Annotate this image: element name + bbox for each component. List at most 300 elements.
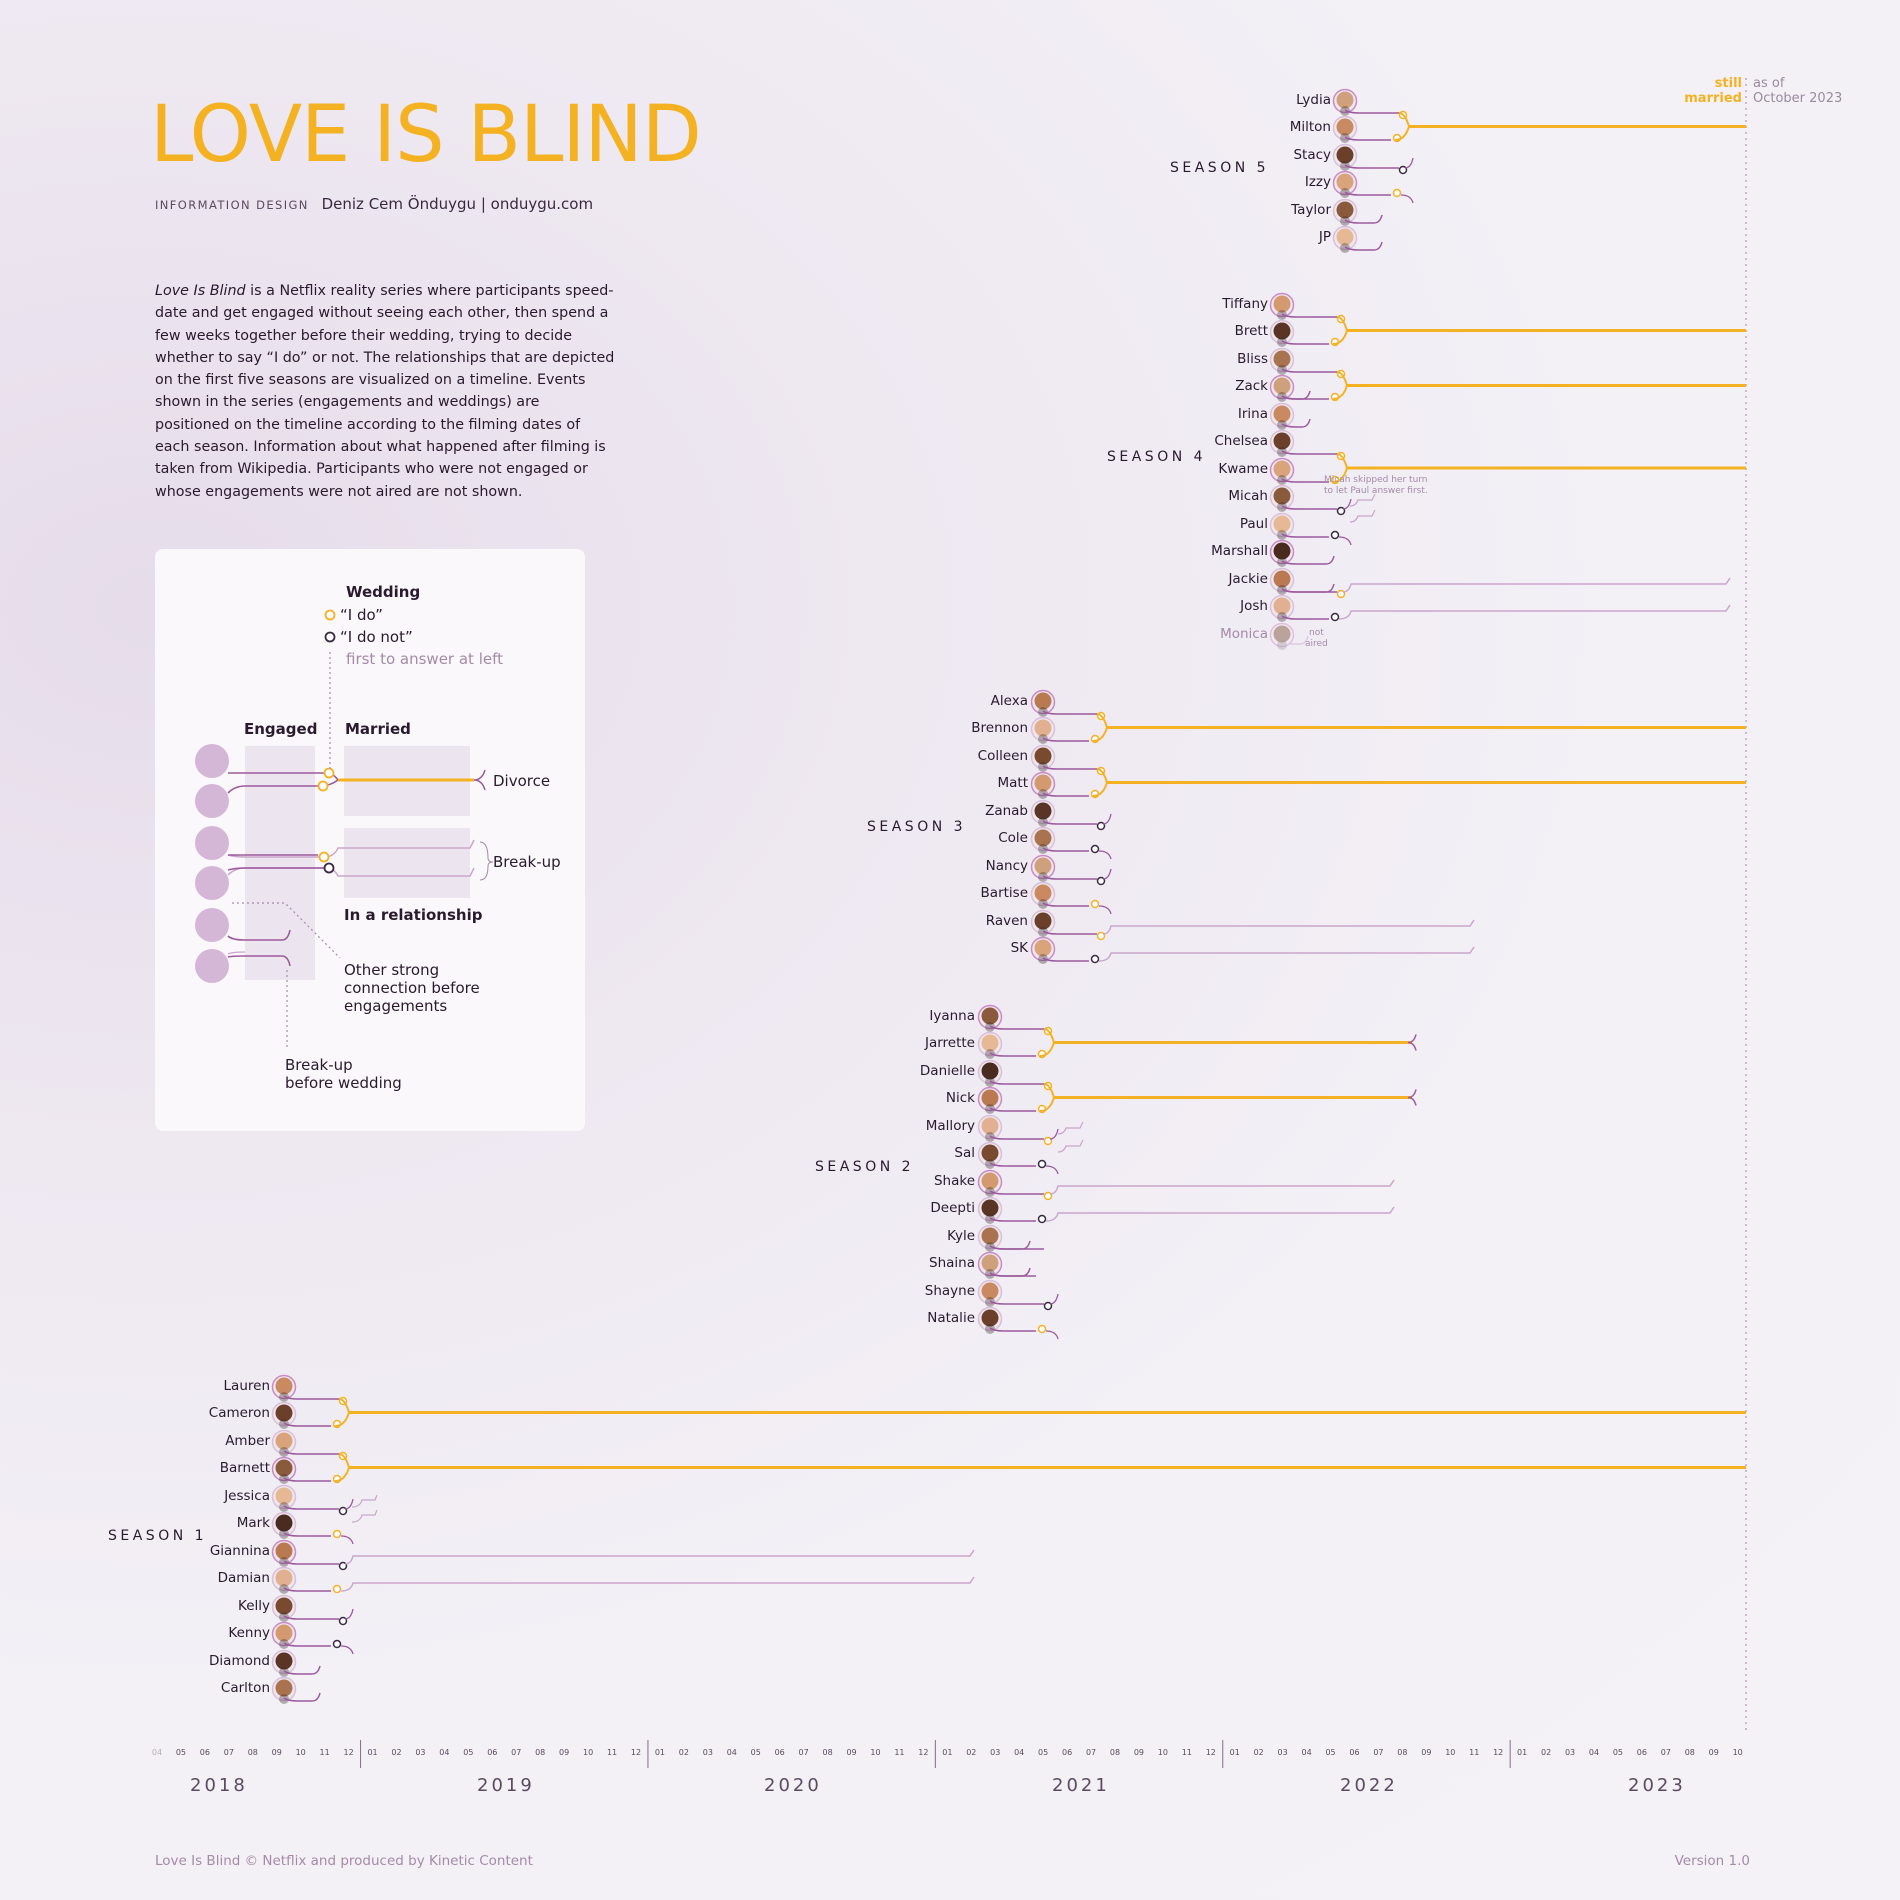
- participant-name: Damian: [217, 1570, 270, 1586]
- relationship-line: [1050, 1180, 1394, 1194]
- wedding-answer-dot: [1092, 901, 1099, 908]
- engaged-strand: [284, 1396, 339, 1399]
- legend-in-relationship-label: In a relationship: [344, 906, 483, 924]
- relationship-line: [1099, 947, 1474, 961]
- breakup-tail: [1339, 537, 1351, 545]
- avatar-face: [982, 1145, 999, 1162]
- participant-avatar: [1271, 624, 1294, 651]
- credits-kicker: INFORMATION DESIGN: [155, 198, 309, 212]
- season-label: SEASON 2: [815, 1159, 915, 1175]
- legend-avatar-placeholder: [195, 826, 229, 860]
- avatar-face: [982, 1200, 999, 1217]
- participant-name: Nancy: [985, 858, 1028, 874]
- participant-name: Deepti: [930, 1200, 975, 1216]
- breakup-tail: [341, 1536, 353, 1544]
- participant-name: Lauren: [223, 1378, 270, 1394]
- axis-year-label: 2023: [1628, 1775, 1686, 1796]
- axis-month-label: 04: [439, 1748, 450, 1757]
- legend-other-connection-line: connection before: [344, 979, 480, 997]
- relationship-line: [1046, 1207, 1394, 1221]
- legend-i-do-not-label: “I do not”: [340, 628, 413, 646]
- participant-name: JP: [1318, 229, 1331, 245]
- participant-name: Cameron: [208, 1405, 270, 1421]
- breakup-tail: [1343, 499, 1351, 509]
- breakup-tail: [1099, 906, 1111, 914]
- legend-avatar-placeholder: [195, 949, 229, 983]
- breakup-tail: [345, 1609, 353, 1619]
- breakup-tail: [1050, 1294, 1058, 1304]
- relationship-line: [1103, 920, 1474, 934]
- axis-month-label: 01: [367, 1748, 378, 1757]
- axis-month-label: 03: [415, 1748, 426, 1757]
- breakup-tail: [345, 1499, 353, 1509]
- legend-avatar-placeholder: [195, 866, 229, 900]
- engaged-strand: [1282, 451, 1337, 454]
- axis-year-label: 2021: [1052, 1775, 1110, 1796]
- breakup-stub: [1350, 494, 1375, 522]
- axis-month-label: 04: [1014, 1748, 1025, 1757]
- legend-divorce-split: [474, 770, 485, 790]
- axis-month-label: 05: [175, 1748, 187, 1757]
- axis-month-label: 06: [1636, 1748, 1647, 1757]
- axis-month-label: 09: [559, 1748, 570, 1757]
- axis-month-label: 12: [1493, 1748, 1504, 1757]
- legend-other-connection-line: engagements: [344, 997, 448, 1015]
- axis-month-label: 01: [654, 1748, 666, 1757]
- participant-name: Nick: [945, 1090, 975, 1106]
- axis-year-label: 2020: [764, 1775, 822, 1796]
- axis-month-label: 09: [1421, 1748, 1432, 1757]
- legend-i-do-label: “I do”: [340, 606, 383, 624]
- legend-i-do-dot: [325, 769, 334, 778]
- wedding-answer-dot: [334, 1641, 341, 1648]
- axis-month-label: 11: [1181, 1748, 1192, 1757]
- still-married-line: married: [1684, 91, 1742, 106]
- avatar-face: [982, 1255, 999, 1272]
- participant-name: Mallory: [925, 1118, 975, 1134]
- participant-name: Sal: [954, 1145, 975, 1161]
- breakup-tail: [341, 1646, 353, 1654]
- legend-breakup-bracket: [480, 842, 493, 880]
- wedding-answer-dot: [1332, 614, 1339, 621]
- avatar-face: [276, 1598, 293, 1615]
- avatar-face: [1035, 885, 1052, 902]
- participant-name: Matt: [997, 775, 1028, 791]
- avatar-face: [982, 1035, 999, 1052]
- axis-month-label: 01: [942, 1748, 953, 1757]
- breakup-stub: [352, 1495, 377, 1522]
- avatar-face: [1035, 940, 1052, 957]
- participant-name: Milton: [1289, 119, 1331, 135]
- avatar-face: [1274, 488, 1291, 505]
- axis-month-label: 03: [990, 1748, 1001, 1757]
- participant-name: Marshall: [1211, 543, 1268, 559]
- avatar-face: [1337, 119, 1354, 136]
- avatar-face: [1035, 858, 1052, 875]
- avatar-face: [1274, 323, 1291, 340]
- engaged-strand: [1043, 821, 1097, 824]
- axis-month-label: 09: [846, 1748, 857, 1757]
- axis-month-label: 04: [726, 1748, 737, 1757]
- axis-month-label: 10: [1445, 1748, 1456, 1757]
- as-of-line: as of: [1753, 76, 1785, 91]
- wedding-answer-dot: [1039, 1161, 1046, 1168]
- participant-name: Kyle: [947, 1228, 975, 1244]
- season-label: SEASON 3: [867, 819, 967, 835]
- axis-month-label: 05: [1612, 1748, 1624, 1757]
- participant-name: SK: [1010, 940, 1028, 956]
- legend-i-do-dot: [319, 782, 328, 791]
- axis-month-label: 08: [535, 1748, 546, 1757]
- engaged-strand: [1345, 110, 1399, 113]
- participant-name: Izzy: [1304, 174, 1331, 190]
- intro-text: is a Netflix reality series where participants speed-date and get engaged without seeing each other, then spend a few weeks together before their wedding, trying to decide whether to say “I do” or not. The relationships that are depicted on the first five seasons are visualized on a timeline. Events shown in the series (engagements and weddings) are positioned on the timeline according to the filming dates of each season. Information about what happened after filming is taken from Wikipedia. Participants who were not engaged or whose engagements were not aired are not shown.: [155, 283, 615, 500]
- avatar-face: [982, 1228, 999, 1245]
- avatar-face: [1274, 598, 1291, 615]
- legend-engaged-band: [245, 746, 315, 980]
- avatar-face: [276, 1543, 293, 1560]
- participant-name: Jarrette: [924, 1035, 975, 1051]
- micah-note-line: Micah skipped her turn: [1324, 475, 1428, 485]
- legend-avatar-placeholder: [195, 908, 229, 942]
- axis-month-label: 04: [1301, 1748, 1312, 1757]
- avatar-face: [982, 1310, 999, 1327]
- legend-breakup-label: Break-up: [493, 853, 561, 871]
- wedding-answer-dot: [1332, 532, 1339, 539]
- axis-month-label: 08: [247, 1748, 258, 1757]
- participant-name: Micah: [1228, 488, 1268, 504]
- season-label: SEASON 1: [108, 1528, 208, 1544]
- avatar-face: [1337, 92, 1354, 109]
- breakup-tail: [1103, 869, 1111, 879]
- relationship-line: [1343, 578, 1730, 592]
- participant-name: Cole: [998, 830, 1028, 846]
- engaged-strand: [284, 1561, 339, 1564]
- axis-month-label: 04: [1588, 1748, 1600, 1757]
- monica-note: [1305, 628, 1328, 650]
- axis-month-label: 07: [511, 1748, 522, 1757]
- axis-month-label: 03: [1564, 1748, 1576, 1757]
- axis-month-label: 12: [630, 1748, 642, 1757]
- avatar-face: [1035, 748, 1052, 765]
- participant-name: Zack: [1235, 378, 1268, 394]
- credits-site-link[interactable]: onduygu.com: [490, 195, 594, 213]
- axis-month-label: 01: [1517, 1748, 1528, 1757]
- axis-year-label: 2018: [190, 1775, 248, 1796]
- engaged-strand: [990, 1191, 1044, 1194]
- engaged-strand: [1043, 876, 1097, 879]
- participant-name: Iyanna: [929, 1008, 975, 1024]
- relationship-line: [341, 1577, 974, 1591]
- participant-name: Brett: [1234, 323, 1268, 339]
- participant-name: Kelly: [238, 1598, 270, 1614]
- page-title: LOVE IS BLIND: [150, 90, 701, 180]
- axis-month-label: 02: [678, 1748, 689, 1757]
- axis-year-label: 2019: [477, 1775, 535, 1796]
- as-of-label: [1753, 76, 1842, 106]
- participant-name: Zanab: [985, 803, 1028, 819]
- axis-month-label: 02: [966, 1748, 977, 1757]
- axis-month-label: 07: [1660, 1748, 1671, 1757]
- axis-month-label: 07: [798, 1748, 809, 1757]
- avatar-face: [276, 1378, 293, 1395]
- avatar-face: [1035, 693, 1052, 710]
- participant-name: Mark: [236, 1515, 270, 1531]
- participant-name: Natalie: [927, 1310, 975, 1326]
- avatar-face: [276, 1625, 293, 1642]
- legend-i-do-dot: [320, 853, 329, 862]
- axis-month-label: 06: [1349, 1748, 1360, 1757]
- axis-month-label: 05: [1038, 1748, 1049, 1757]
- avatar-face: [982, 1118, 999, 1135]
- wedding-answer-dot: [1092, 846, 1099, 853]
- legend-key-i-do-not-dot: [326, 633, 335, 642]
- avatar-face: [1035, 913, 1052, 930]
- legend-other-connection-curve: [228, 952, 245, 954]
- axis-month-label: 08: [1397, 1748, 1408, 1757]
- avatar-face: [1035, 775, 1052, 792]
- axis-month-label: 11: [606, 1748, 618, 1757]
- axis-month-label: 06: [487, 1748, 498, 1757]
- footer-version: Version 1.0: [1674, 1853, 1750, 1869]
- participant-name: Shaina: [929, 1255, 975, 1271]
- credits-author: Deniz Cem Önduygu: [321, 195, 477, 213]
- axis-month-label: 07: [1373, 1748, 1384, 1757]
- engaged-strand: [284, 1451, 339, 1454]
- participant-name: Colleen: [977, 748, 1028, 764]
- relationship-line: [1339, 605, 1730, 619]
- axis-month-label: 12: [918, 1748, 929, 1757]
- participant-name: Danielle: [919, 1063, 975, 1079]
- participant-name: Carlton: [220, 1680, 270, 1696]
- breakup-tail: [1405, 158, 1413, 168]
- axis-month-label: 08: [1109, 1748, 1121, 1757]
- still-married-line: still: [1714, 76, 1742, 91]
- avatar-face: [1274, 461, 1291, 478]
- avatar-face: [276, 1680, 293, 1697]
- axis-month-label: 08: [1684, 1748, 1695, 1757]
- axis-month-label: 05: [750, 1748, 761, 1757]
- avatar-face: [1274, 516, 1291, 533]
- axis-month-label: 05: [463, 1748, 474, 1757]
- participant-name: Tiffany: [1222, 296, 1268, 312]
- avatar-face: [1274, 406, 1291, 423]
- axis-month-label: 05: [1325, 1748, 1336, 1757]
- legend-wedding-label: Wedding: [346, 583, 421, 601]
- participant-name: Taylor: [1291, 202, 1331, 218]
- season-label: SEASON 4: [1107, 449, 1207, 465]
- axis-month-label: 11: [1469, 1748, 1480, 1757]
- axis-year-label: 2022: [1340, 1775, 1398, 1796]
- avatar-face: [276, 1405, 293, 1422]
- avatar-face: [1274, 296, 1291, 313]
- participant-name: Brennon: [971, 720, 1028, 736]
- still-married-label: [1640, 76, 1742, 106]
- micah-note: [1324, 475, 1428, 497]
- intro-show-name: Love Is Blind: [155, 283, 246, 299]
- legend-divorce-label: Divorce: [493, 772, 551, 790]
- participant-name: Kenny: [228, 1625, 270, 1641]
- axis-month-label: 10: [1157, 1748, 1168, 1757]
- avatar-face: [1337, 174, 1354, 191]
- footer-copyright: Love Is Blind © Netflix and produced by Kinetic Content: [155, 1853, 533, 1869]
- legend-married-label: Married: [345, 720, 411, 738]
- wedding-answer-dot: [1394, 190, 1401, 197]
- avatar-face: [1274, 378, 1291, 395]
- engaged-strand: [1282, 314, 1337, 317]
- avatar-face: [982, 1090, 999, 1107]
- axis-month-label: 06: [774, 1748, 785, 1757]
- wedding-answer-dot: [334, 1531, 341, 1538]
- avatar-face: [1274, 351, 1291, 368]
- breakup-tail: [1046, 1331, 1058, 1339]
- wedding-answer-dot: [334, 1586, 341, 1593]
- engaged-strand: [1282, 589, 1337, 592]
- axis-month-label: 11: [894, 1748, 905, 1757]
- participant-name: Alexa: [990, 693, 1028, 709]
- legend-avatar-placeholder: [195, 784, 229, 818]
- participant-name: Giannina: [209, 1543, 270, 1559]
- participant-name: Raven: [985, 913, 1028, 929]
- engaged-strand: [284, 1616, 339, 1619]
- axis-month-label: 07: [223, 1748, 234, 1757]
- avatar-face: [982, 1008, 999, 1025]
- axis-month-label: 02: [1253, 1748, 1264, 1757]
- engaged-strand: [1043, 931, 1097, 934]
- legend-key-i-do-dot: [326, 611, 335, 620]
- avatar-face: [1337, 229, 1354, 246]
- legend-relationship-band: [344, 828, 470, 898]
- engaged-strand: [990, 1136, 1044, 1139]
- as-of-line: October 2023: [1753, 91, 1843, 106]
- avatar-face: [276, 1515, 293, 1532]
- participant-name: Jackie: [1228, 571, 1268, 587]
- avatar-face: [1035, 803, 1052, 820]
- avatar-face: [276, 1433, 293, 1450]
- engaged-strand: [284, 1506, 339, 1509]
- breakup-tail: [1401, 195, 1413, 203]
- avatar-face: [982, 1173, 999, 1190]
- avatar-face: [982, 1283, 999, 1300]
- axis-month-label: 10: [295, 1748, 306, 1757]
- engaged-strand: [1043, 711, 1097, 714]
- breakup-tail: [1103, 814, 1111, 824]
- avatar-shoulders: [1277, 640, 1287, 650]
- breakup-tail: [1046, 1166, 1058, 1174]
- axis-month-label: 11: [319, 1748, 330, 1757]
- avatar-face: [1337, 147, 1354, 164]
- season-label: SEASON 5: [1170, 160, 1270, 176]
- wedding-answer-dot: [1039, 1216, 1046, 1223]
- axis-month-label: 09: [1133, 1748, 1145, 1757]
- legend-first-answer-label: first to answer at left: [346, 650, 503, 668]
- axis-month-label: 06: [199, 1748, 210, 1757]
- axis-month-label: 10: [583, 1748, 594, 1757]
- breakup-tail: [1050, 1129, 1058, 1139]
- avatar-face: [276, 1570, 293, 1587]
- axis-month-label: 02: [391, 1748, 402, 1757]
- axis-month-label: 06: [1062, 1748, 1073, 1757]
- participant-name: Irina: [1237, 406, 1268, 422]
- axis-month-label: 09: [1708, 1748, 1719, 1757]
- axis-month-label: 03: [1277, 1748, 1288, 1757]
- engaged-strand: [990, 1081, 1044, 1084]
- legend-engaged-label: Engaged: [244, 720, 318, 738]
- engaged-strand: [1282, 369, 1337, 372]
- participant-name: Shake: [933, 1173, 975, 1189]
- axis-month-label: 04: [151, 1748, 163, 1757]
- axis-month-label: 03: [702, 1748, 713, 1757]
- engaged-strand: [990, 1026, 1044, 1029]
- wedding-answer-dot: [1092, 956, 1099, 963]
- participant-name: Diamond: [209, 1653, 270, 1669]
- axis-month-label: 12: [1205, 1748, 1216, 1757]
- avatar-face: [982, 1063, 999, 1080]
- participant-name: Lydia: [1296, 92, 1331, 108]
- breakup-tail: [1099, 851, 1111, 859]
- legend-i-do-not-dot: [325, 864, 334, 873]
- credits-separator: |: [480, 195, 486, 213]
- engaged-strand: [990, 1301, 1044, 1304]
- axis-month-label: 02: [1541, 1748, 1552, 1757]
- participant-name: Kwame: [1218, 461, 1268, 477]
- engaged-strand: [1043, 766, 1097, 769]
- participant-name: Stacy: [1293, 147, 1331, 163]
- engaged-strand: [1282, 506, 1337, 509]
- legend-avatar-placeholder: [195, 744, 229, 778]
- legend-breakup-before-label: [285, 1056, 402, 1092]
- axis-month-label: 01: [1229, 1748, 1240, 1757]
- participant-name: Barnett: [219, 1460, 270, 1476]
- breakup-stub: [1058, 1122, 1083, 1152]
- axis-month-label: 08: [822, 1748, 833, 1757]
- legend-breakup-before-line: Break-up: [285, 1056, 353, 1074]
- axis-month-label: 10: [870, 1748, 881, 1757]
- participant-name: Chelsea: [1214, 433, 1268, 449]
- avatar-face: [276, 1460, 293, 1477]
- axis-month-label: 07: [1085, 1748, 1097, 1757]
- avatar-face: [1035, 720, 1052, 737]
- micah-note-line: to let Paul answer first.: [1324, 486, 1428, 496]
- axis-month-label: 10: [1732, 1748, 1743, 1757]
- participant-name: Bartise: [980, 885, 1028, 901]
- avatar-face: [276, 1488, 293, 1505]
- participant-name: Amber: [225, 1433, 270, 1449]
- participant-name: Jessica: [224, 1488, 270, 1504]
- participant-name: Monica: [1220, 626, 1268, 642]
- relationship-line: [345, 1550, 974, 1564]
- monica-note-line: not: [1309, 628, 1324, 638]
- avatar-face: [1274, 571, 1291, 588]
- axis-month-label: 09: [271, 1748, 282, 1757]
- avatar-face: [1274, 626, 1291, 643]
- participant-name: Paul: [1239, 516, 1268, 532]
- legend-other-connection-line: Other strong: [344, 961, 440, 979]
- avatar-face: [1274, 433, 1291, 450]
- avatar-face: [276, 1653, 293, 1670]
- legend-other-connection-label: [344, 961, 480, 1015]
- monica-note-line: aired: [1305, 639, 1328, 649]
- wedding-answer-dot: [1039, 1326, 1046, 1333]
- axis-month-label: 12: [343, 1748, 354, 1757]
- participant-name: Bliss: [1237, 351, 1268, 367]
- avatar-face: [1274, 543, 1291, 560]
- participant-name: Josh: [1240, 598, 1268, 614]
- engaged-strand: [1345, 165, 1399, 168]
- avatar-face: [1337, 202, 1354, 219]
- avatar-face: [1035, 830, 1052, 847]
- legend-breakup-before-line: before wedding: [285, 1074, 402, 1092]
